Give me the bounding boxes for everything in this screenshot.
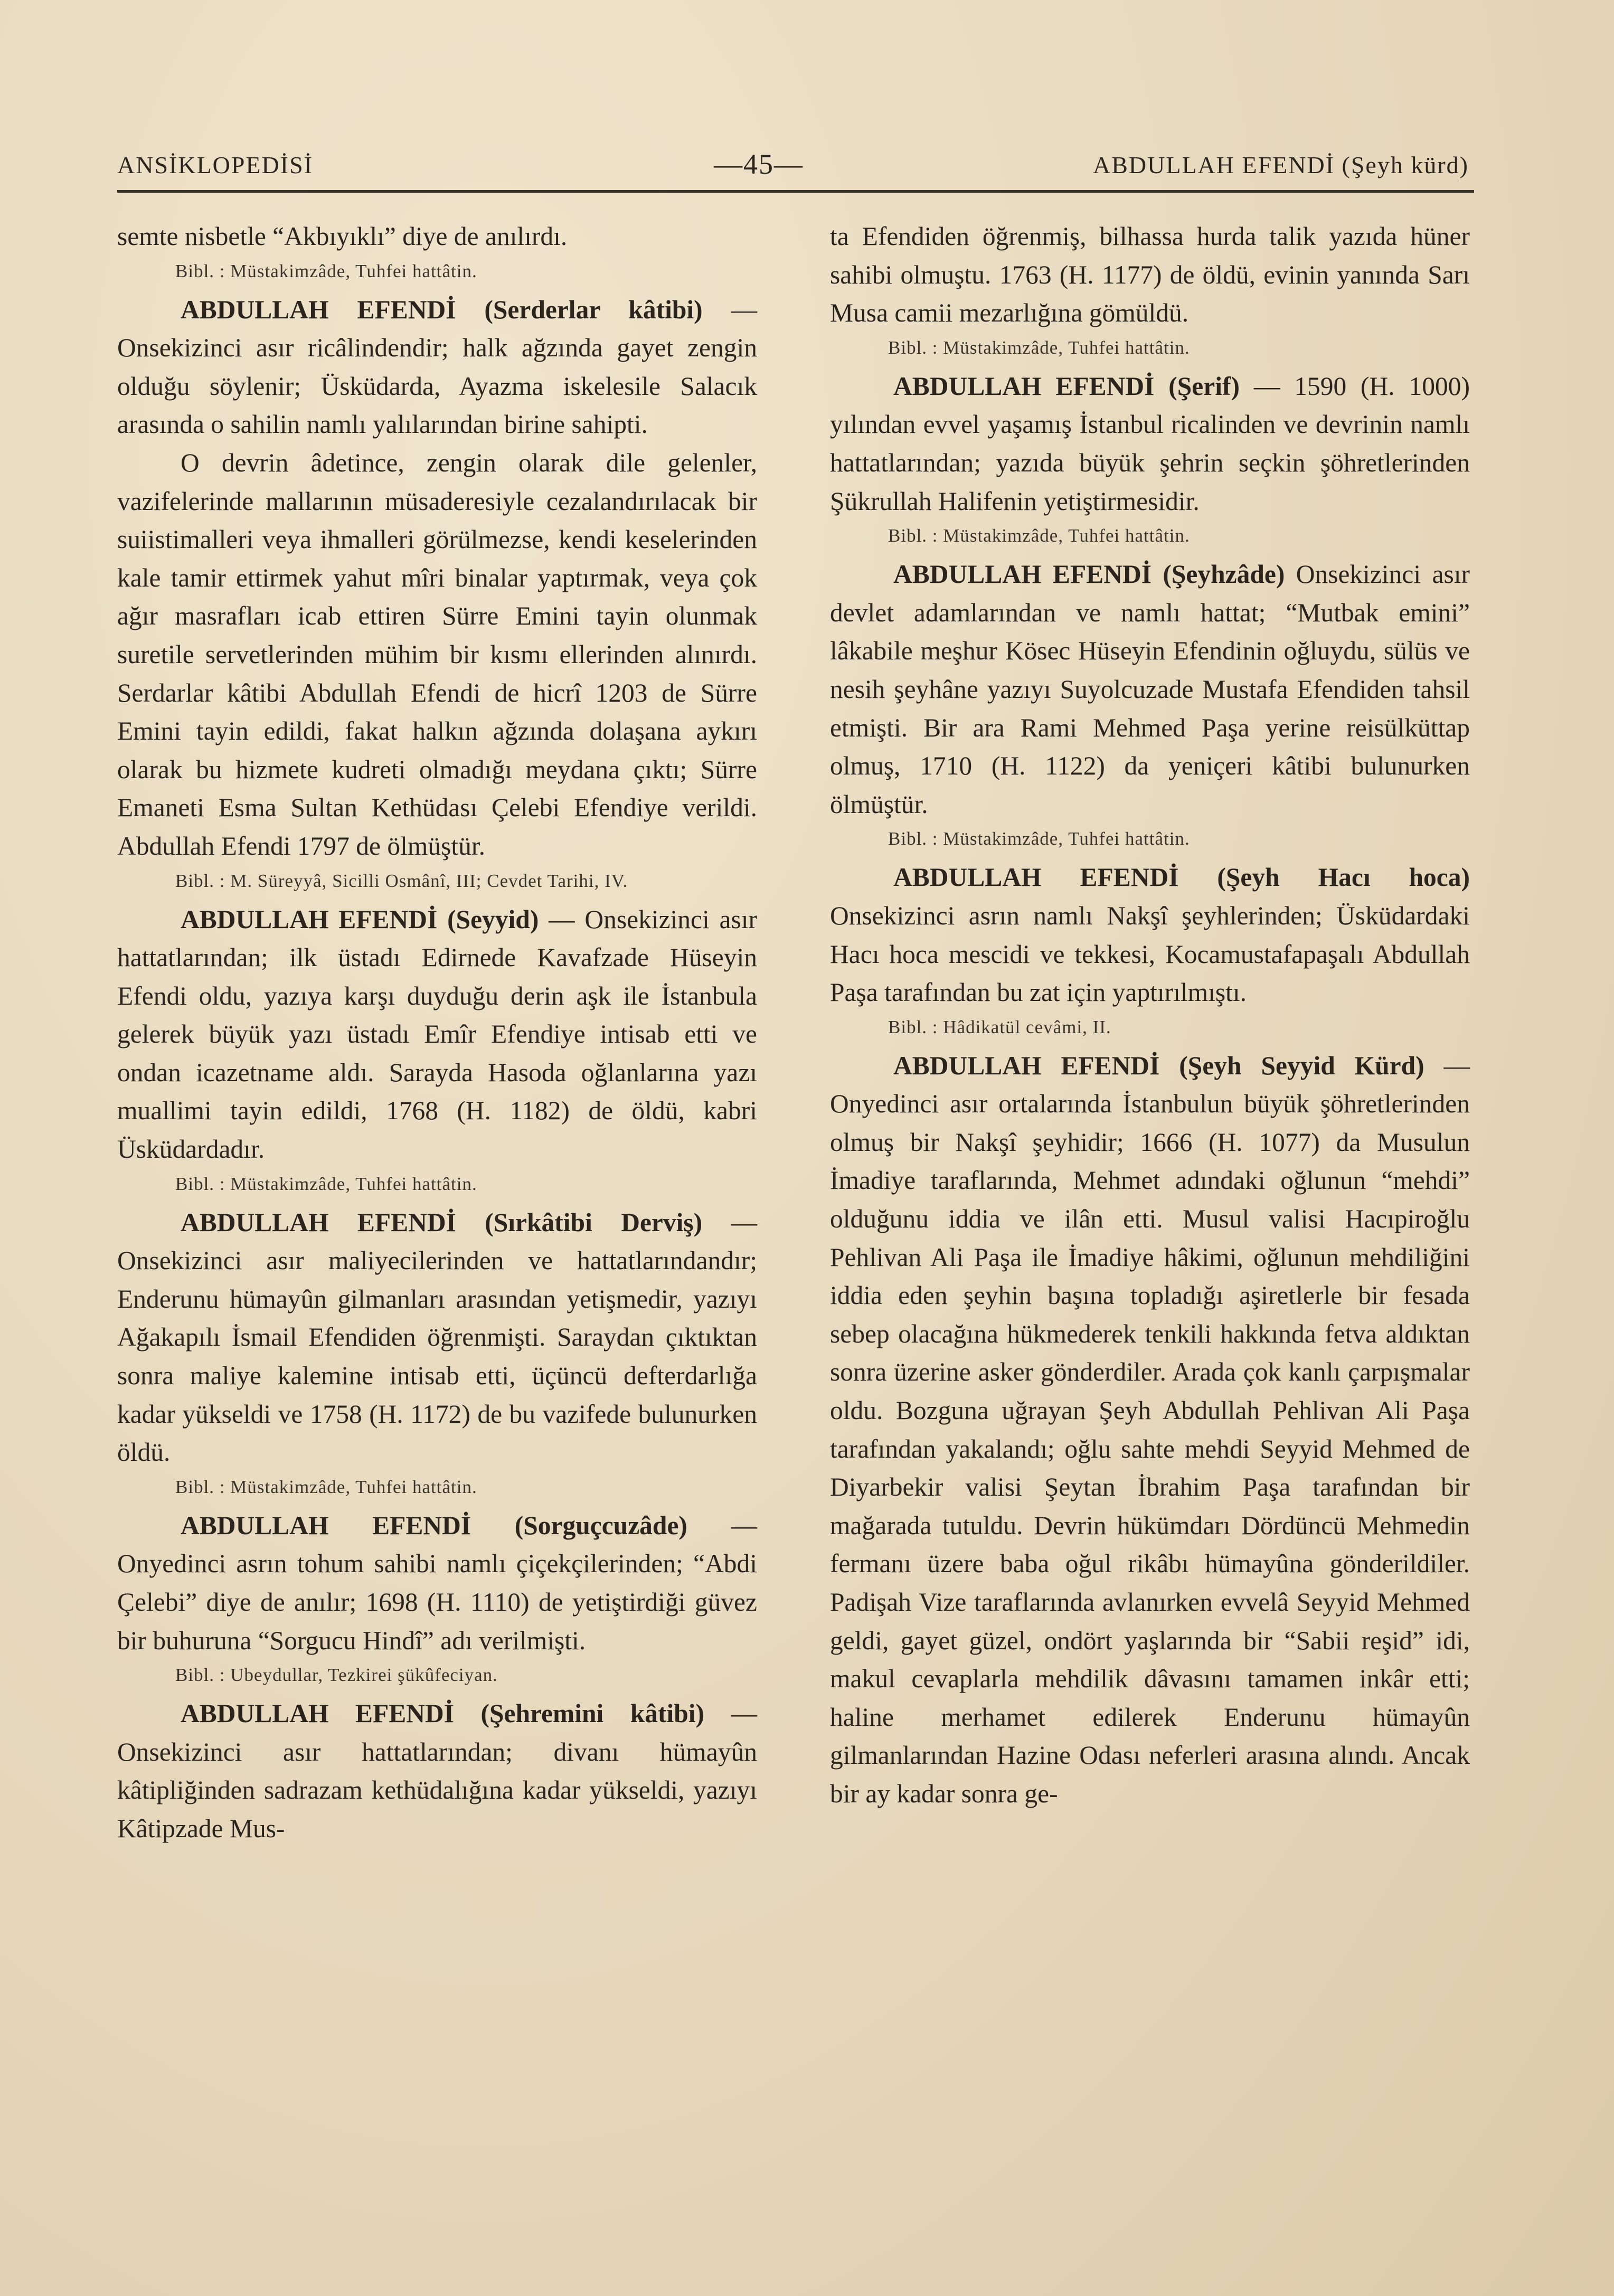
- entry-body: Onsekizinci asrın namlı Nakşî şeyhlerinden; Üsküdardaki Hacı hoca mescidi ve tekkesi, Kocamustafapaşalı Abdullah Paşa tarafından bu zat için yaptırılmıştı.: [830, 901, 1470, 1007]
- bibliography-line: Bibl. : M. Süreyyâ, Sicilli Osmânî, III; Cevdet Tarihi, IV.: [175, 870, 628, 891]
- bibliography-line: Bibl. : Müstakimzâde, Tuhfei hattâtin.: [175, 1476, 477, 1497]
- entry-body: — Onsekizinci asır maliyecilerinden ve hattatlarındandır; Enderunu hümayûn gilmanları arasından yetişmedir, yazıyı Ağakapılı İsmail Efendiden öğrenmişti. Saraydan çıktıktan sonra maliye kalemine intisab etti, üçüncü defterdarlığa kadar yükseldi ve 1758 (H. 1172) de bu vazifede bulunurken öldü.: [117, 1207, 758, 1467]
- encyclopedia-entry: [830, 367, 1470, 521]
- entry-body: — Onsekizinci asır ricâlindendir; halk ağzında gayet zengin olduğu söylenir; Üsküdarda, Ayazma iskelesile Salacık arasında o sahilin namlı yalılarından birine sahipti.: [117, 295, 758, 439]
- header-right: ABDULLAH EFENDİ (Şeyh kürd): [1093, 152, 1469, 178]
- left-column: [117, 218, 757, 1848]
- page-header: [117, 146, 1479, 183]
- encyclopedia-entry: [117, 1507, 757, 1660]
- entry-heading: ABDULLAH EFENDİ (Serderlar kâtibi): [181, 295, 703, 324]
- entry-heading: ABDULLAH EFENDİ (Seyyid): [181, 904, 539, 934]
- entry-body: — Onyedinci asrın tohum sahibi namlı çiçekçilerinden; “Abdi Çelebi” diye de anılır; 1698 (H. 1110) de yetiştirdiği güvez bir buhuruna “Sorgucu Hindî” adı verilmişti.: [117, 1510, 757, 1655]
- bibliography-line: Bibl. : Müstakimzâde, Tuhfei hattâtin.: [175, 260, 477, 281]
- entry-body: — Onyedinci asır ortalarında İstanbulun büyük şöhretlerinden olmuş bir Nakşî şeyhidir; 1666 (H. 1077) da Musulun İmadiye taraflarında, Mehmet adındaki oğlunun “mehdi” olduğunu iddia ve ilân etti. Musul valisi Hacıpiroğlu Pehlivan Ali Paşa ile İmadiye hâkimi, oğlunun mehdiliğini iddia eden şeyhin başına topladığı aşiretlerle bir fesada sebep olacağına hükmederek tenkili hakkında fetva aldıktan sonra üzerine asker gönderdiler. Arada çok kanlı çarpışmalar oldu. Bozguna uğrayan Şeyh Abdullah Pehlivan Ali Paşa tarafından yakalandı; oğlu sahte mehdi Seyyid Mehmed de Diyarbekir valisi Şeytan İbrahim Paşa tarafından bir mağarada tutuldu. Devrin hükümdarı Dördüncü Mehmedin fermanı üzere baba oğul rikâbı hümayûna gönderildiler. Padişah Vize taraflarında avlanırken evvelâ Seyyid Mehmed geldi, gayet güzel, ondört yaşlarında bir “Sabii reşid” idi, makul cevaplarla mehdilik dâvasını tamamen inkâr etti; haline merhamet edilerek Enderunu hümayûn gilmanlarından Hazine Odası neferleri arasına alındı. Ancak bir ay kadar sonra ge-: [830, 1051, 1470, 1808]
- encyclopedia-entry: [830, 555, 1470, 824]
- header-left: ANSİKLOPEDİSİ: [117, 152, 313, 178]
- bibliography-line: Bibl. : Müstakimzâde, Tuhfei hattâtin.: [175, 1173, 477, 1194]
- bibliography-line: Bibl. : Ubeydullar, Tezkirei şükûfeciyan.: [175, 1665, 498, 1686]
- bibliography-line: Bibl. : Müstakimzâde, Tuhfei hattâtin.: [888, 337, 1190, 358]
- bibliography-line: Bibl. : Hâdikatül cevâmi, II.: [888, 1016, 1111, 1037]
- encyclopedia-entry: [117, 1204, 757, 1472]
- entry-heading: ABDULLAH EFENDİ (Sırkâtibi Derviş): [181, 1207, 703, 1237]
- encyclopedia-entry: [117, 1695, 757, 1848]
- entry-body: Onsekizinci asır devlet adamlarından ve namlı hattat; “Mutbak emini” lâkabile meşhur Kösec Hüseyin Efendinin oğluydu, sülüs ve nesih şeyhâne yazıyı Suyolcuzade Mustafa Efendiden tahsil etmişti. Bir ara Rami Mehmed Paşa yerine reisülküttap olmuş, 1710 (H. 1122) da yeniçeri kâtibi bulunurken ölmüştür.: [830, 560, 1470, 819]
- entry-body: — 1590 (H. 1000) yılından evvel yaşamış İstanbul ricalinden ve devrinin namlı hattatlarından; yazıda büyük şehrin seçkin şöhretlerinden Şükrullah Halifenin yetiştirmesidir.: [830, 371, 1470, 516]
- entry-heading: ABDULLAH EFENDİ (Şeyh Hacı hoca): [893, 863, 1470, 892]
- entry-heading: ABDULLAH EFENDİ (Sorguçcuzâde): [181, 1510, 687, 1540]
- paragraph: O devrin âdetince, zengin olarak dile gelenler, vazifelerinde mallarının müsaderesiyle cezalandırılacak bir suiistimalleri veya ihmalleri görülmezse, kendi keselerinden kale tamir ettirmek yahut mîri binalar yaptırmak, veya çok ağır masrafları icab ettiren Sürre Emini tayin olunmak suretile servetlerinden mühim bir kısmı ellerinden alınırdı. Serdarlar kâtibi Abdullah Efendi de hicrî 1203 de Sürre Emini tayin edildi, fakat halkın ağzında dolaşana aykırı olarak bu hizmete kudreti olmadığı meydana çıktı; Sürre Emaneti Esma Sultan Kethüdası Çelebi Efendiye verildi. Abdullah Efendi 1797 de ölmüştür.: [117, 448, 757, 861]
- bibliography-line: Bibl. : Müstakimzâde, Tuhfei hattâtin.: [888, 525, 1190, 546]
- encyclopedia-entry: [117, 291, 757, 444]
- entry-heading: ABDULLAH EFENDİ (Şehremini kâtibi): [181, 1699, 705, 1728]
- continued-text: ta Efendiden öğrenmiş, bilhassa hurda talik yazıda hüner sahibi olmuştu. 1763 (H. 1177) de öldü, evinin yanında Sarı Musa camii mezarlığına gömüldü.: [830, 222, 1470, 328]
- entry-body: — Onsekizinci asır hattatlarından; divanı hümayûn kâtipliğinden sadrazam kethüdalığına kadar yükseldi, yazıyı Kâtipzade Mus-: [117, 1699, 757, 1843]
- entry-body: — Onsekizinci asır hattatlarından; ilk üstadı Edirnede Kavafzade Hüseyin Efendi oldu, yazıya karşı duyduğu derin aşk ile İstanbula gelerek büyük yazı üstadı Emîr Efendiye intisab etti ve ondan icazetname aldı. Sarayda Hasoda oğlanlarına yazı muallimi tayin edildi, 1768 (H. 1182) de öldü, kabri Üsküdardadır.: [117, 904, 757, 1164]
- header-rule: [117, 190, 1474, 193]
- page-number: —45—: [714, 148, 804, 180]
- entry-heading: ABDULLAH EFENDİ (Şerif): [893, 371, 1240, 401]
- right-column: [830, 218, 1470, 1813]
- encyclopedia-entry: [830, 1047, 1470, 1813]
- bibliography-line: Bibl. : Müstakimzâde, Tuhfei hattâtin.: [888, 828, 1190, 849]
- encyclopedia-entry: [830, 858, 1470, 1012]
- entry-heading: ABDULLAH EFENDİ (Şeyhzâde): [893, 560, 1285, 589]
- entry-heading: ABDULLAH EFENDİ (Şeyh Seyyid Kürd): [893, 1051, 1424, 1080]
- encyclopedia-entry: [117, 901, 757, 1169]
- continued-text: semte nisbetle “Akbıyıklı” diye de anılırdı.: [117, 222, 568, 251]
